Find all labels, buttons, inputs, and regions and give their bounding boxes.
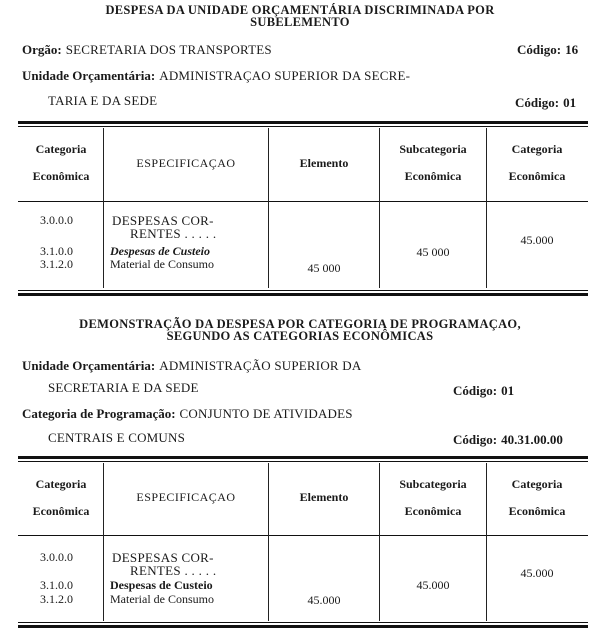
section1-title-line2: SUBELEMENTO: [250, 15, 350, 29]
table2-header-categoria-line1: Categoria: [35, 477, 87, 491]
orgao-label: Orgão:: [22, 42, 62, 57]
unidade-value-line1: ADMINISTRAÇAO SUPERIOR DA SECRE-: [159, 68, 411, 83]
unidade-codigo-label: Código:: [515, 95, 560, 110]
table2-header-categoria-line2: Econômica: [32, 504, 90, 518]
programacao-codigo-value: 40.31.00.00: [501, 432, 563, 447]
table1-top-rule-thin: [18, 126, 588, 127]
programacao-label: Categoria de Programação:: [22, 406, 176, 421]
table1-bottom-rule-thin: [18, 290, 588, 291]
table2-row1-code: 3.0.0.0: [40, 550, 73, 564]
orgao-codigo-label: Código:: [517, 42, 562, 57]
table1-header-elemento: Elemento: [299, 156, 349, 170]
table2-row1-categoria: 45.000: [520, 566, 554, 580]
table2-header-subcategoria-line1: Subcategoria: [399, 477, 467, 491]
table1-row2-subcategoria: 45 000: [416, 245, 450, 259]
table1-header-subcategoria: [380, 142, 486, 184]
orgao-row: [22, 41, 272, 59]
s2-unidade-value-line2: SECRETARIA E DA SEDE: [48, 380, 199, 395]
table1-header-categoria2-line2: Econômica: [508, 169, 566, 183]
s2-unidade-value-line1: ADMINISTRAÇÃO SUPERIOR DA: [159, 358, 362, 373]
table2-row2-code: 3.1.0.0: [40, 578, 73, 592]
table2-row2-spec: Despesas de Custeio: [110, 578, 213, 592]
table1-row2-code: 3.1.0.0: [40, 244, 73, 258]
table1-row1-categoria: 45.000: [520, 233, 554, 247]
section2-title-line2: SEGUNDO AS CATEGORIAS ECONÔMICAS: [166, 329, 434, 343]
table2-header-categoria: [20, 477, 102, 519]
programacao-codigo-label: Código:: [453, 432, 498, 447]
table2-top-rule: [18, 456, 588, 459]
table2-header-especificacao: ESPECIFICAÇAO: [136, 490, 236, 504]
table1-header-categoria2: [487, 142, 587, 184]
table2-bottom-rule-thin: [18, 622, 588, 623]
table1-header-subcategoria-line2: Econômica: [404, 169, 462, 183]
unidade-label: Unidade Orçamentária:: [22, 68, 156, 83]
section2-title-line1: DEMONSTRAÇÃO DA DESPESA POR CATEGORIA DE PROGRAMAÇAO,: [79, 317, 521, 331]
table1-row1-code: 3.0.0.0: [40, 213, 73, 227]
table1-header-categoria-line1: Categoria: [35, 142, 87, 156]
programacao-value-line2: CENTRAIS E COMUNS: [48, 430, 186, 445]
s2-unidade-codigo: [453, 382, 514, 400]
table2-top-rule-thin: [18, 461, 588, 462]
table1-header-categoria2-line1: Categoria: [511, 142, 563, 156]
table1-header-categoria: [20, 142, 102, 184]
programacao-codigo: [453, 431, 563, 449]
table1-row1-spec-line1: DESPESAS COR-: [112, 213, 214, 228]
table2-row3-code: 3.1.2.0: [40, 592, 73, 606]
table1-row3-spec: Material de Consumo: [110, 257, 214, 271]
orgao-value: SECRETARIA DOS TRANSPORTES: [65, 42, 272, 57]
table1-row3-elemento: 45 000: [307, 261, 341, 275]
table2-col-divider-1: [103, 463, 104, 621]
section1-title-line1: DESPESA DA UNIDADE ORÇAMENTÁRIA DISCRIMINADA POR: [105, 3, 495, 17]
table1-header-especificacao: ESPECIFICAÇAO: [136, 156, 236, 170]
unidade-codigo: [515, 94, 576, 112]
table2-row1-spec-line2: RENTES . . . . .: [130, 563, 217, 578]
s2-unidade-row: [22, 357, 361, 375]
table2-header-elemento: Elemento: [299, 490, 349, 504]
table1-col-divider-1: [103, 128, 104, 288]
orgao-codigo: [517, 41, 578, 59]
table1-header-subcategoria-line1: Subcategoria: [399, 142, 467, 156]
s2-unidade-label: Unidade Orçamentária:: [22, 358, 156, 373]
table2-row3-spec: Material de Consumo: [110, 592, 214, 606]
table2-row1-spec-line1: DESPESAS COR-: [112, 550, 214, 565]
table2-bottom-rule: [18, 625, 588, 628]
table1-top-rule: [18, 121, 588, 124]
table1-bottom-rule: [18, 293, 588, 296]
unidade-row: [22, 67, 410, 85]
unidade-value-line2: TARIA E DA SEDE: [48, 93, 158, 108]
table2-header-categoria2-line2: Econômica: [508, 504, 566, 518]
programacao-value-line1: CONJUNTO DE ATIVIDADES: [179, 406, 353, 421]
table2-header-categoria2-line1: Categoria: [511, 477, 563, 491]
table1-row1-spec-line2: RENTES . . . . .: [130, 226, 217, 241]
table2-row2-subcategoria: 45.000: [416, 578, 450, 592]
table1-header-categoria-line2: Econômica: [32, 169, 90, 183]
table2-header-categoria2: [487, 477, 587, 519]
s2-unidade-codigo-label: Código:: [453, 383, 498, 398]
table2-header-subcategoria: [380, 477, 486, 519]
table1-row2-spec: Despesas de Custeio: [110, 244, 210, 258]
table2-row3-elemento: 45.000: [307, 593, 341, 607]
table2-header-subcategoria-line2: Econômica: [404, 504, 462, 518]
orgao-codigo-value: 16: [565, 42, 579, 57]
s2-unidade-codigo-value: 01: [501, 383, 515, 398]
table1-row3-code: 3.1.2.0: [40, 257, 73, 271]
unidade-codigo-value: 01: [563, 95, 577, 110]
programacao-row: [22, 405, 353, 423]
